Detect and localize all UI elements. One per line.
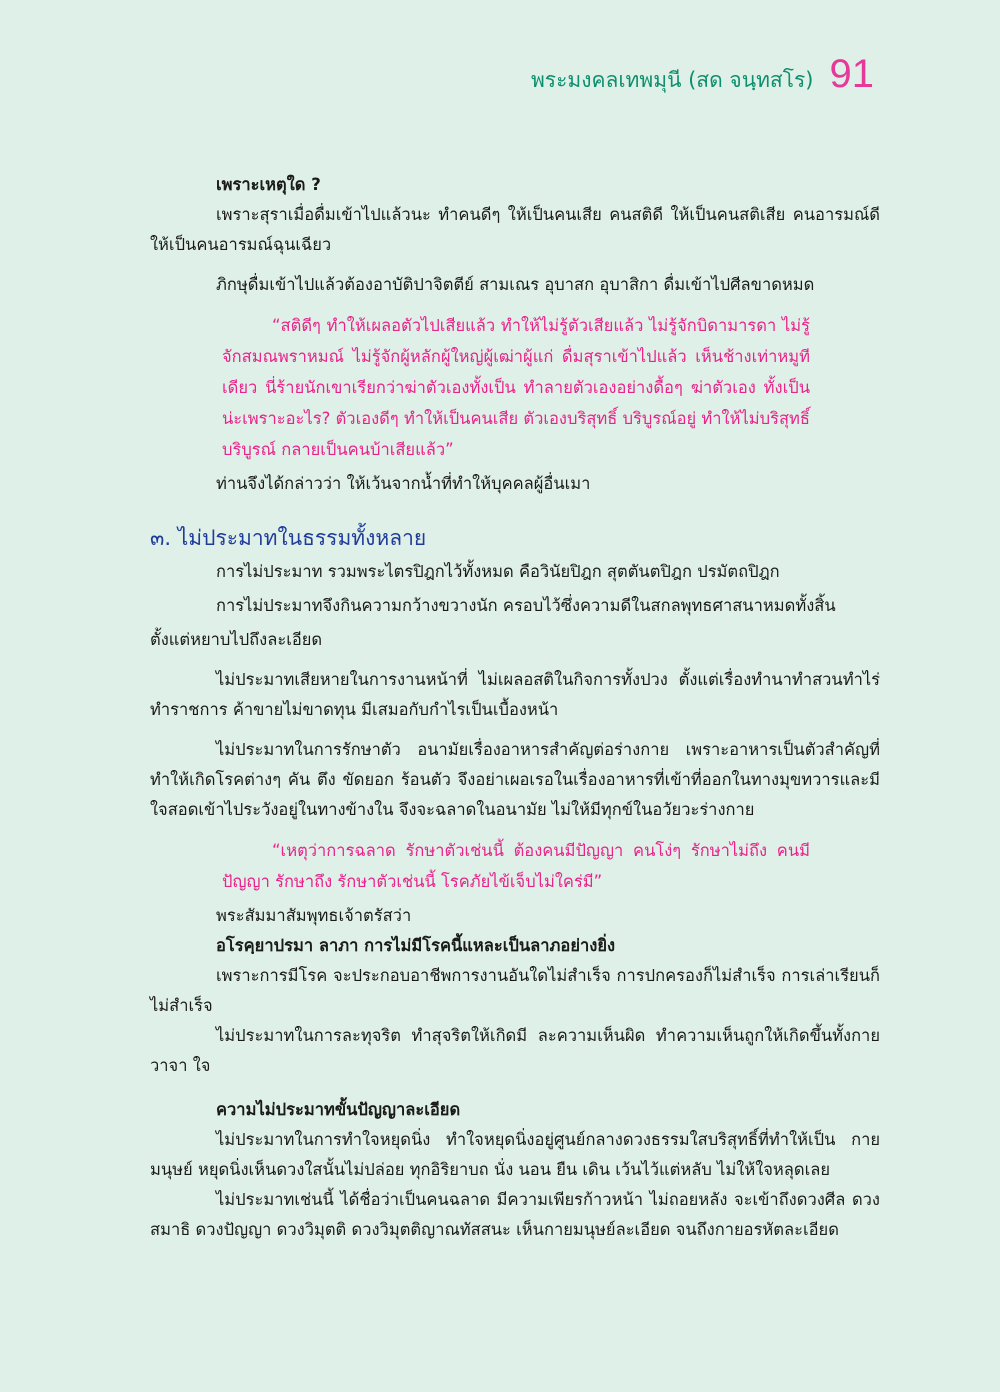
paragraph: ไม่ประมาทเสียหายในการงานหน้าที่ ไม่เผลอสติในกิจการทั้งปวง ตั้งแต่เรื่องทำนาทำสวนทำไร่ ทำราชการ ค้าขายไม่ขาดทุน มีเสมอกับกำไรเป็นเบื้องหน้า <box>150 670 880 719</box>
quote-block: “สติดีๆ ทำให้เผลอตัวไปเสียแล้ว ทำให้ไม่รู้ตัวเสียแล้ว ไม่รู้จักบิดามารดา ไม่รู้จักสมณพราหมณ์ ไม่รู้จักผู้หลักผู้ใหญ่ผู้เฒ่าผู้แก่ ดื่มสุราเข้าไปแล้ว เห็นช้างเท่าหมูทีเดียว นี่ร้ายนักเขาเรียกว่าฆ่าตัวเองทั้งเป็น ทำลายตัวเองอย่างดื้อๆ ฆ่าตัวเอง ทั้งเป็นน่ะเพราะอะไร? ตัวเองดีๆ ทำให้เป็นคนเสีย ตัวเองบริสุทธิ์ บริบูรณ์อยู่ ทำให้ไม่บริสุทธิ์บริบูรณ์ กลายเป็นคนบ้าเสียแล้ว” <box>222 316 810 459</box>
paragraph: ท่านจึงได้กล่าวว่า ให้เว้นจากน้ำที่ทำให้บุคคลผู้อื่นเมา <box>216 474 591 493</box>
paragraph-continuation: ตั้งแต่หยาบไปถึงละเอียด <box>150 630 323 649</box>
pali-verse: อโรคฺยาปรมา ลาภา การไม่มีโรคนี้แหละเป็นลาภอย่างยิ่ง <box>216 936 616 955</box>
paragraph: พระสัมมาสัมพุทธเจ้าตรัสว่า <box>216 906 412 925</box>
page-body <box>150 170 880 1245</box>
page-header <box>531 52 874 97</box>
paragraph: การไม่ประมาท รวมพระไตรปิฎกไว้ทั้งหมด คือวินัยปิฎก สุตตันตปิฎก ปรมัตถปิฎก <box>216 562 780 581</box>
running-title: พระมงคลเทพมุนี (สด จนฺทสโร) <box>530 68 814 92</box>
quote-block: “เหตุว่าการฉลาด รักษาตัวเช่นนี้ ต้องคนมีปัญญา คนโง่ๆ รักษาไม่ถึง คนมีปัญญา รักษาถึง รักษาตัวเช่นนี้ โรคภัยไข้เจ็บไม่ใคร่มี” <box>222 841 810 891</box>
paragraph: ไม่ประมาทเช่นนี้ ได้ชื่อว่าเป็นคนฉลาด มีความเพียรก้าวหน้า ไม่ถอยหลัง จะเข้าถึงดวงศีล ดวงสมาธิ ดวงปัญญา ดวงวิมุตติ ดวงวิมุตติญาณทัสสนะ เห็นกายมนุษย์ละเอียด จนถึงกายอรหัตละเอียด <box>150 1190 880 1239</box>
sub-heading: ความไม่ประมาทขั้นปัญญาละเอียด <box>216 1100 461 1119</box>
paragraph: ภิกษุดื่มเข้าไปแล้วต้องอาบัติปาจิตตีย์ สามเณร อุบาสก อุบาสิกา ดื่มเข้าไปศีลขาดหมด <box>216 275 815 294</box>
paragraph: ไม่ประมาทในการละทุจริต ทำสุจริตให้เกิดมี ละความเห็นผิด ทำความเห็นถูกให้เกิดขึ้นทั้งกาย วาจา ใจ <box>150 1026 880 1075</box>
paragraph: เพราะสุราเมื่อดื่มเข้าไปแล้วนะ ทำคนดีๆ ให้เป็นคนเสีย คนสติดี ให้เป็นคนสติเสีย คนอารมณ์ดี ให้เป็นคนอารมณ์ฉุนเฉียว <box>150 205 880 254</box>
paragraph: เพราะการมีโรค จะประกอบอาชีพการงานอันใดไม่สำเร็จ การปกครองก็ไม่สำเร็จ การเล่าเรียนก็ไม่สำเร็จ <box>150 966 880 1015</box>
section-heading: เพราะเหตุใด ? <box>216 175 321 194</box>
paragraph: การไม่ประมาทจึงกินความกว้างขวางนัก ครอบไว้ซึ่งความดีในสกลพุทธศาสนาหมดทั้งสิ้น <box>216 596 836 615</box>
section-title: ๓. ไม่ประมาทในธรรมทั้งหลาย <box>150 526 427 550</box>
paragraph: ไม่ประมาทในการทำใจหยุดนิ่ง ทำใจหยุดนิ่งอยู่ศูนย์กลางดวงธรรมใสบริสุทธิ์ที่ทำให้เป็น กายมนุษย์ หยุดนิ่งเห็นดวงใสนั้นไม่ปล่อย ทุกอิริยาบถ นั่ง นอน ยืน เดิน เว้นไว้แต่หลับ ไม่ให้ใจหลุดเลย <box>150 1130 880 1179</box>
paragraph: ไม่ประมาทในการรักษาตัว อนามัยเรื่องอาหารสำคัญต่อร่างกาย เพราะอาหารเป็นตัวสำคัญที่ทำให้เกิดโรคต่างๆ คัน ตึง ขัดยอก ร้อนตัว จึงอย่าเผอเรอในเรื่องอาหารที่เข้าที่ออกในทางมุขทวารและมีใจสอดเข้าไประวังอยู่ในทางข้างใน จึงจะฉลาดในอนามัย ไม่ให้มีทุกข์ในอวัยวะร่างกาย <box>150 740 880 819</box>
page-number: 91 <box>829 52 874 96</box>
